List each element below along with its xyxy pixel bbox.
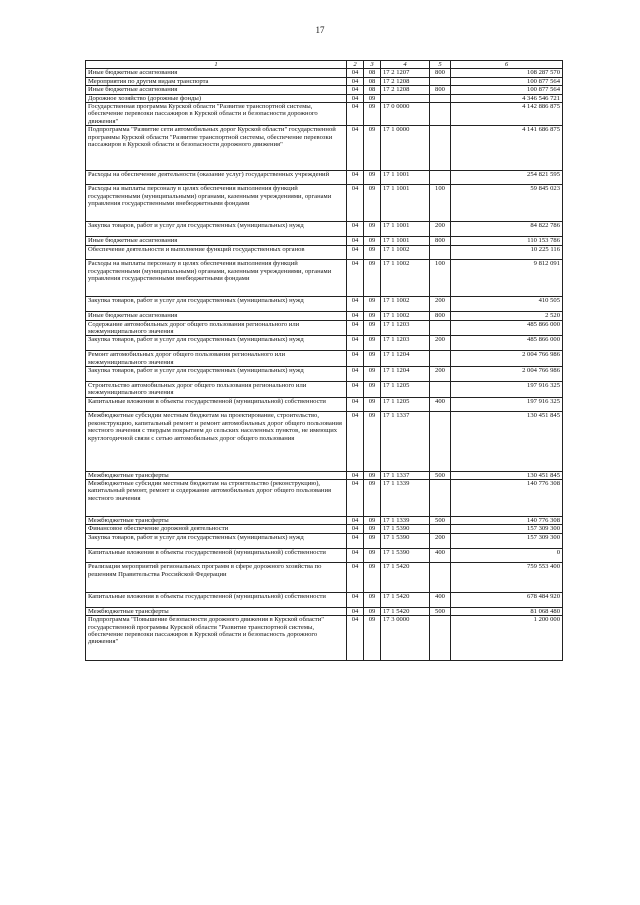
table-row xyxy=(86,222,563,237)
table-row xyxy=(86,77,563,85)
row-expense-type-cell xyxy=(430,103,451,126)
row-section-cell: 04 xyxy=(347,297,364,312)
table-row xyxy=(86,351,563,367)
table-row xyxy=(86,103,563,126)
row-subsection-cell: 09 xyxy=(364,381,381,397)
row-name-cell: Подпрограмма "Развитие сети автомобильных дорог Курской области" государственной программы Курской области "Развитие транспортной системы, обеспечение перевозки пассажиров в Курской области и безопасности дорожного движения" xyxy=(86,126,347,170)
row-subsection-cell: 09 xyxy=(364,525,381,533)
row-subsection-cell: 09 xyxy=(364,616,381,660)
row-target-article-cell: 17 1 5420 xyxy=(381,593,430,608)
row-target-article-cell: 17 2 1207 xyxy=(381,69,430,77)
table-row xyxy=(86,320,563,336)
row-section-cell: 04 xyxy=(347,471,364,479)
row-expense-type-cell: 400 xyxy=(430,397,451,412)
row-expense-type-cell: 200 xyxy=(430,297,451,312)
row-name-cell: Капитальные вложения в объекты государственной (муниципальной) собственности xyxy=(86,593,347,608)
row-subsection-cell: 08 xyxy=(364,86,381,94)
row-section-cell: 04 xyxy=(347,222,364,237)
budget-table xyxy=(85,60,563,661)
row-amount-cell: 254 821 595 xyxy=(451,170,563,185)
row-target-article-cell: 17 2 1208 xyxy=(381,77,430,85)
row-subsection-cell: 09 xyxy=(364,170,381,185)
row-amount-cell: 759 553 400 xyxy=(451,563,563,593)
row-amount-cell: 100 877 564 xyxy=(451,86,563,94)
table-row xyxy=(86,86,563,94)
row-name-cell: Иные бюджетные ассигнования xyxy=(86,237,347,245)
row-target-article-cell: 17 0 0000 xyxy=(381,103,430,126)
row-name-cell: Иные бюджетные ассигнования xyxy=(86,86,347,94)
row-section-cell: 04 xyxy=(347,185,364,222)
row-name-cell: Реализация мероприятий региональных программ в сфере дорожного хозяйства по решениям Правительства Российской Федерации xyxy=(86,563,347,593)
row-expense-type-cell xyxy=(430,245,451,260)
row-subsection-cell: 09 xyxy=(364,397,381,412)
row-section-cell: 04 xyxy=(347,563,364,593)
table-row xyxy=(86,367,563,382)
row-section-cell: 04 xyxy=(347,548,364,563)
row-section-cell: 04 xyxy=(347,86,364,94)
row-target-article-cell: 17 1 1205 xyxy=(381,397,430,412)
row-amount-cell: 410 505 xyxy=(451,297,563,312)
row-section-cell: 04 xyxy=(347,245,364,260)
row-target-article-cell: 17 1 5420 xyxy=(381,563,430,593)
table-body xyxy=(86,69,563,660)
row-target-article-cell: 17 1 1204 xyxy=(381,351,430,367)
row-name-cell: Строительство автомобильных дорог общего пользования регионального или межмуниципального значения xyxy=(86,381,347,397)
row-section-cell: 04 xyxy=(347,367,364,382)
row-amount-cell: 130 451 845 xyxy=(451,412,563,471)
table-row xyxy=(86,312,563,320)
table-row xyxy=(86,94,563,102)
row-expense-type-cell: 200 xyxy=(430,222,451,237)
row-name-cell: Межбюджетные трансферты xyxy=(86,471,347,479)
row-target-article-cell: 17 1 1204 xyxy=(381,367,430,382)
header-col-5: 5 xyxy=(430,61,451,69)
row-name-cell: Закупка товаров, работ и услуг для государственных (муниципальных) нужд xyxy=(86,367,347,382)
row-target-article-cell: 17 1 5420 xyxy=(381,607,430,615)
row-target-article-cell: 17 1 0000 xyxy=(381,126,430,170)
row-name-cell: Закупка товаров, работ и услуг для государственных (муниципальных) нужд xyxy=(86,222,347,237)
row-subsection-cell: 09 xyxy=(364,103,381,126)
row-amount-cell: 10 225 116 xyxy=(451,245,563,260)
row-target-article-cell: 17 1 5390 xyxy=(381,525,430,533)
row-amount-cell: 9 812 091 xyxy=(451,260,563,297)
table-row xyxy=(86,69,563,77)
header-col-4: 4 xyxy=(381,61,430,69)
row-name-cell: Мероприятия по другим видам транспорта xyxy=(86,77,347,85)
row-expense-type-cell xyxy=(430,381,451,397)
table-row xyxy=(86,525,563,533)
row-subsection-cell: 09 xyxy=(364,351,381,367)
row-section-cell: 04 xyxy=(347,94,364,102)
row-subsection-cell: 09 xyxy=(364,185,381,222)
row-name-cell: Капитальные вложения в объекты государственной (муниципальной) собственности xyxy=(86,397,347,412)
row-target-article-cell: 17 1 1001 xyxy=(381,237,430,245)
table-row xyxy=(86,471,563,479)
row-expense-type-cell: 400 xyxy=(430,593,451,608)
row-subsection-cell: 09 xyxy=(364,607,381,615)
row-section-cell: 04 xyxy=(347,381,364,397)
row-target-article-cell: 17 1 1203 xyxy=(381,320,430,336)
row-section-cell: 04 xyxy=(347,336,364,351)
row-subsection-cell: 09 xyxy=(364,237,381,245)
row-name-cell: Капитальные вложения в объекты государственной (муниципальной) собственности xyxy=(86,548,347,563)
row-name-cell: Ремонт автомобильных дорог общего пользования регионального или межмуниципального значения xyxy=(86,351,347,367)
page-number: 17 xyxy=(315,25,325,35)
row-amount-cell: 59 845 023 xyxy=(451,185,563,222)
table-row xyxy=(86,245,563,260)
row-amount-cell: 100 877 564 xyxy=(451,77,563,85)
row-target-article-cell: 17 1 1001 xyxy=(381,170,430,185)
row-name-cell: Дорожное хозяйство (дорожные фонды) xyxy=(86,94,347,102)
row-amount-cell: 157 309 300 xyxy=(451,525,563,533)
row-name-cell: Расходы на выплаты персоналу в целях обеспечения выполнения функций государственными (муниципальными) органами, казенными учреждениями, органами управления государственными внебюджетными фондами xyxy=(86,260,347,297)
row-subsection-cell: 09 xyxy=(364,593,381,608)
row-expense-type-cell xyxy=(430,320,451,336)
row-section-cell: 04 xyxy=(347,525,364,533)
header-col-6: 6 xyxy=(451,61,563,69)
row-section-cell: 04 xyxy=(347,480,364,517)
row-section-cell: 04 xyxy=(347,533,364,548)
table-row xyxy=(86,381,563,397)
row-name-cell: Закупка товаров, работ и услуг для государственных (муниципальных) нужд xyxy=(86,533,347,548)
row-target-article-cell: 17 1 1001 xyxy=(381,185,430,222)
header-col-1: 1 xyxy=(86,61,347,69)
row-target-article-cell: 17 1 1337 xyxy=(381,412,430,471)
row-target-article-cell: 17 1 5390 xyxy=(381,548,430,563)
row-target-article-cell xyxy=(381,94,430,102)
row-name-cell: Обеспечение деятельности и выполнение функций государственных органов xyxy=(86,245,347,260)
header-col-2: 2 xyxy=(347,61,364,69)
table-row xyxy=(86,593,563,608)
row-name-cell: Иные бюджетные ассигнования xyxy=(86,312,347,320)
row-target-article-cell: 17 1 1337 xyxy=(381,471,430,479)
row-amount-cell: 197 916 325 xyxy=(451,397,563,412)
row-target-article-cell: 17 1 1002 xyxy=(381,260,430,297)
table-row xyxy=(86,480,563,517)
row-subsection-cell: 09 xyxy=(364,533,381,548)
row-section-cell: 04 xyxy=(347,593,364,608)
row-subsection-cell: 08 xyxy=(364,69,381,77)
table-row xyxy=(86,185,563,222)
row-target-article-cell: 17 1 1002 xyxy=(381,312,430,320)
row-subsection-cell: 09 xyxy=(364,471,381,479)
row-amount-cell: 197 916 325 xyxy=(451,381,563,397)
row-amount-cell: 110 153 786 xyxy=(451,237,563,245)
row-expense-type-cell: 100 xyxy=(430,185,451,222)
row-section-cell: 04 xyxy=(347,517,364,525)
row-expense-type-cell xyxy=(430,126,451,170)
table-row xyxy=(86,548,563,563)
row-expense-type-cell xyxy=(430,351,451,367)
row-name-cell: Расходы на выплаты персоналу в целях обеспечения выполнения функций государственными (муниципальными) органами, казенными учреждениями, органами управления государственными внебюджетными фондами xyxy=(86,185,347,222)
row-target-article-cell: 17 1 5390 xyxy=(381,533,430,548)
row-section-cell: 04 xyxy=(347,237,364,245)
row-subsection-cell: 09 xyxy=(364,94,381,102)
row-expense-type-cell xyxy=(430,412,451,471)
row-expense-type-cell xyxy=(430,77,451,85)
table-row xyxy=(86,616,563,660)
row-amount-cell: 4 141 686 875 xyxy=(451,126,563,170)
row-target-article-cell: 17 1 1203 xyxy=(381,336,430,351)
row-name-cell: Финансовое обеспечение дорожной деятельности xyxy=(86,525,347,533)
row-subsection-cell: 09 xyxy=(364,563,381,593)
table-row xyxy=(86,170,563,185)
row-amount-cell: 157 309 300 xyxy=(451,533,563,548)
row-subsection-cell: 09 xyxy=(364,245,381,260)
row-amount-cell: 1 200 000 xyxy=(451,616,563,660)
row-subsection-cell: 09 xyxy=(364,548,381,563)
row-name-cell: Содержание автомобильных дорог общего пользования регионального или межмуниципального значения xyxy=(86,320,347,336)
row-amount-cell: 485 866 000 xyxy=(451,336,563,351)
row-section-cell: 04 xyxy=(347,320,364,336)
row-name-cell: Закупка товаров, работ и услуг для государственных (муниципальных) нужд xyxy=(86,297,347,312)
table-row xyxy=(86,260,563,297)
row-section-cell: 04 xyxy=(347,397,364,412)
row-subsection-cell: 09 xyxy=(364,480,381,517)
row-target-article-cell: 17 1 1001 xyxy=(381,222,430,237)
row-amount-cell: 140 776 308 xyxy=(451,480,563,517)
row-expense-type-cell: 200 xyxy=(430,336,451,351)
row-section-cell: 04 xyxy=(347,77,364,85)
row-target-article-cell: 17 2 1208 xyxy=(381,86,430,94)
table-row xyxy=(86,336,563,351)
row-subsection-cell: 09 xyxy=(364,336,381,351)
row-section-cell: 04 xyxy=(347,312,364,320)
row-name-cell: Межбюджетные субсидии местным бюджетам на проектирование, строительство, реконструкцию, капитальный ремонт и ремонт автомобильных дорог общего пользования местного значения с твердым покрытием до сельских населенных пунктов, не имеющих круглогодичной связи с сетью автомобильных дорог общего пользования xyxy=(86,412,347,471)
table-row xyxy=(86,533,563,548)
row-name-cell: Подпрограмма "Повышение безопасности дорожного движения в Курской области" государственной программы Курской области "Развитие транспортной системы, обеспечение перевозки пассажиров в Курской области и безопасность дорожного движения" xyxy=(86,616,347,660)
row-amount-cell: 4 142 886 875 xyxy=(451,103,563,126)
row-amount-cell: 485 866 000 xyxy=(451,320,563,336)
row-target-article-cell: 17 1 1339 xyxy=(381,480,430,517)
row-amount-cell: 2 004 766 986 xyxy=(451,351,563,367)
row-target-article-cell: 17 1 1205 xyxy=(381,381,430,397)
row-name-cell: Государственная программа Курской области "Развитие транспортной системы, обеспечение перевозки пассажиров в Курской области и безопасности дорожного движения" xyxy=(86,103,347,126)
row-name-cell: Расходы на обеспечение деятельности (оказание услуг) государственных учреждений xyxy=(86,170,347,185)
row-amount-cell: 84 822 786 xyxy=(451,222,563,237)
row-expense-type-cell xyxy=(430,170,451,185)
row-amount-cell: 0 xyxy=(451,548,563,563)
row-expense-type-cell: 400 xyxy=(430,548,451,563)
row-amount-cell: 2 520 xyxy=(451,312,563,320)
row-name-cell: Межбюджетные трансферты xyxy=(86,607,347,615)
row-target-article-cell: 17 3 0000 xyxy=(381,616,430,660)
row-expense-type-cell: 800 xyxy=(430,69,451,77)
header-col-3: 3 xyxy=(364,61,381,69)
table-row xyxy=(86,237,563,245)
row-amount-cell: 4 346 546 721 xyxy=(451,94,563,102)
table-header-row xyxy=(86,61,563,69)
row-name-cell: Иные бюджетные ассигнования xyxy=(86,69,347,77)
row-section-cell: 04 xyxy=(347,69,364,77)
row-subsection-cell: 09 xyxy=(364,260,381,297)
row-subsection-cell: 09 xyxy=(364,222,381,237)
row-expense-type-cell xyxy=(430,480,451,517)
row-subsection-cell: 09 xyxy=(364,126,381,170)
row-section-cell: 04 xyxy=(347,412,364,471)
row-subsection-cell: 09 xyxy=(364,412,381,471)
row-section-cell: 04 xyxy=(347,103,364,126)
row-amount-cell: 678 484 920 xyxy=(451,593,563,608)
row-expense-type-cell: 200 xyxy=(430,367,451,382)
row-name-cell: Межбюджетные субсидии местным бюджетам на строительство (реконструкцию), капитальный ремонт, ремонт и содержание автомобильных дорог общего пользования местного значения xyxy=(86,480,347,517)
table-row xyxy=(86,563,563,593)
row-expense-type-cell: 800 xyxy=(430,237,451,245)
row-expense-type-cell xyxy=(430,616,451,660)
row-subsection-cell: 09 xyxy=(364,297,381,312)
row-target-article-cell: 17 1 1339 xyxy=(381,517,430,525)
row-target-article-cell: 17 1 1002 xyxy=(381,297,430,312)
row-expense-type-cell xyxy=(430,94,451,102)
row-section-cell: 04 xyxy=(347,126,364,170)
row-amount-cell: 81 068 480 xyxy=(451,607,563,615)
row-amount-cell: 130 451 845 xyxy=(451,471,563,479)
table-row xyxy=(86,607,563,615)
row-amount-cell: 108 287 570 xyxy=(451,69,563,77)
row-subsection-cell: 09 xyxy=(364,312,381,320)
row-section-cell: 04 xyxy=(347,607,364,615)
table-row xyxy=(86,517,563,525)
table-row xyxy=(86,412,563,471)
table-row xyxy=(86,397,563,412)
row-expense-type-cell: 500 xyxy=(430,607,451,615)
row-name-cell: Межбюджетные трансферты xyxy=(86,517,347,525)
row-section-cell: 04 xyxy=(347,351,364,367)
row-subsection-cell: 09 xyxy=(364,517,381,525)
table-row xyxy=(86,126,563,170)
row-subsection-cell: 09 xyxy=(364,320,381,336)
row-expense-type-cell xyxy=(430,525,451,533)
table-row xyxy=(86,297,563,312)
row-section-cell: 04 xyxy=(347,170,364,185)
row-expense-type-cell xyxy=(430,563,451,593)
row-expense-type-cell: 800 xyxy=(430,312,451,320)
row-amount-cell: 2 004 766 986 xyxy=(451,367,563,382)
row-subsection-cell: 09 xyxy=(364,367,381,382)
row-section-cell: 04 xyxy=(347,616,364,660)
row-name-cell: Закупка товаров, работ и услуг для государственных (муниципальных) нужд xyxy=(86,336,347,351)
row-expense-type-cell: 200 xyxy=(430,533,451,548)
row-expense-type-cell: 100 xyxy=(430,260,451,297)
row-expense-type-cell: 500 xyxy=(430,471,451,479)
row-expense-type-cell: 800 xyxy=(430,86,451,94)
row-target-article-cell: 17 1 1002 xyxy=(381,245,430,260)
row-amount-cell: 140 776 308 xyxy=(451,517,563,525)
row-subsection-cell: 08 xyxy=(364,77,381,85)
row-section-cell: 04 xyxy=(347,260,364,297)
row-expense-type-cell: 500 xyxy=(430,517,451,525)
